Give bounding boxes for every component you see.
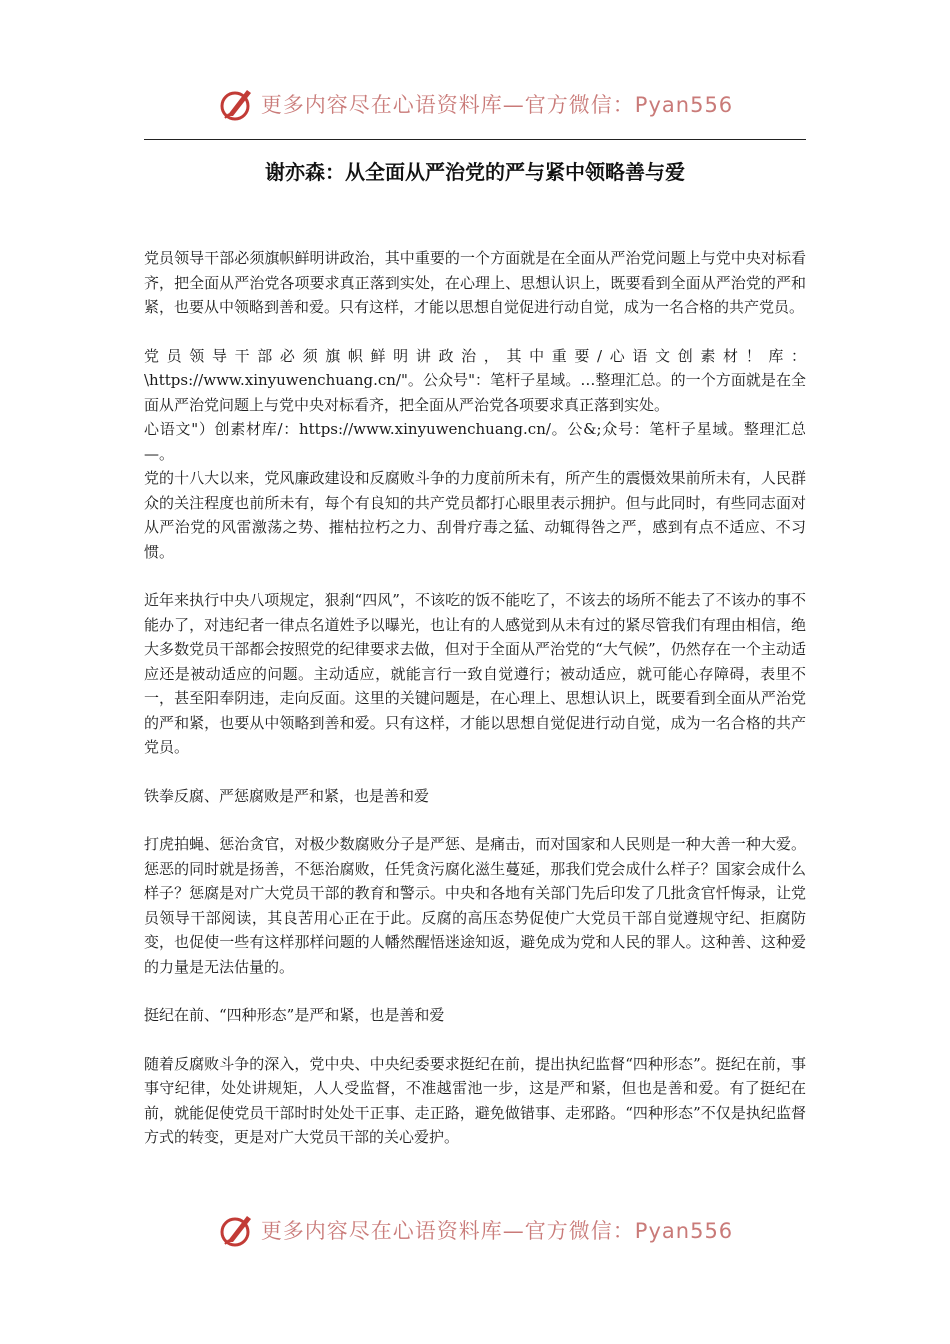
- quill-pen-circle-icon: [217, 84, 257, 124]
- paragraph: 近年来执行中央八项规定，狠刹“四风”，不该吃的饭不能吃了，不该去的场所不能去了不该办的事不能办了，对违纪者一律点名道姓予以曝光，也让有的人感觉到从未有过的紧尽管我们有理由相信，绝大多数党员干部都会按照党的纪律要求去做，但对于全面从严治党的“大气候”，仍然存在一个主动适应还是被动适应的问题。主动适应，就能言行一致自觉遵行；被动适应，就可能心存障碍，表里不一，甚至阳奉阴违，走向反面。这里的关键问题是，在心理上、思想认识上，既要看到全面从严治党的严和紧，也要从中领略到善和爱。只有这样，才能以思想自觉促进行动自觉，成为一名合格的共产党员。: [144, 591, 806, 756]
- header-banner: [0, 80, 950, 128]
- paragraph: 党员领导干部必须旗帜鲜明讲政治，其中重要的一个方面就是在全面从严治党问题上与党中央对标看齐，把全面从严治党各项要求真正落到实处，在心理上、思想认识上，既要看到全面从严治党的严和紧，也要从中领略到善和爱。只有这样，才能以思想自觉促进行动自觉，成为一名合格的共产党员。: [144, 249, 806, 316]
- banner-text: 更多内容尽在心语资料库—官方微信：Pyan556: [260, 1219, 734, 1243]
- paragraph: 心语文"）创素材库/：https://www.xinyuwenchuang.cn/。公&;众号：笔杆子星域。整理汇总—。: [144, 420, 806, 463]
- section-heading: 铁拳反腐、严惩腐败是严和紧，也是善和爱: [144, 786, 430, 805]
- banner-text: 更多内容尽在心语资料库—官方微信：Pyan556: [260, 93, 734, 117]
- page-title: 谢亦森：从全面从严治党的严与紧中领略善与爱: [265, 160, 685, 184]
- footer-banner: [0, 1206, 950, 1254]
- paragraph: 党的十八大以来，党风廉政建设和反腐败斗争的力度前所未有，所产生的震慑效果前所未有，人民群众的关注程度也前所未有，每个有良知的共产党员都打心眼里表示拥护。但与此同时，有些同志面对从严治党的风雷激荡之势、摧枯拉朽之力、刮骨疗毒之猛、动辄得咎之严，感到有点不适应、不习惯。: [144, 469, 806, 561]
- paragraph: 党员领导干部必须旗帜鲜明讲政治，其中重要/心语文创素材！库：\https://www.xinyuwenchuang.cn/"。公众号"：笔杆子星域。…整理汇总。的一个方面就是在全面从严治党问题上与党中央对标看齐，把全面从严治党各项要求真正落到实处。: [144, 346, 806, 414]
- header-divider: [144, 139, 806, 140]
- article-body: [144, 246, 806, 1150]
- paragraph: 随着反腐败斗争的深入，党中央、中央纪委要求挺纪在前，提出执纪监督“四种形态”。挺纪在前，事事守纪律，处处讲规矩，人人受监督，不准越雷池一步，这是严和紧，但也是善和爱。有了挺纪在前，就能促使党员干部时时处处干正事、走正路，避免做错事、走邪路。“四种形态”不仅是执纪监督方式的转变，更是对广大党员干部的关心爱护。: [144, 1054, 806, 1146]
- section-heading: 挺纪在前、“四种形态”是严和紧，也是善和爱: [144, 1006, 445, 1024]
- quill-pen-circle-icon: [217, 1210, 257, 1250]
- paragraph: 打虎拍蝇、惩治贪官，对极少数腐败分子是严惩、是痛击，而对国家和人民则是一种大善一种大爱。惩恶的同时就是扬善，不惩治腐败，任凭贪污腐化滋生蔓延，那我们党会成什么样子？国家会成什么样子？惩腐是对广大党员干部的教育和警示。中央和各地有关部门先后印发了几批贪官忏悔录，让党员领导干部阅读，其良苦用心正在于此。反腐的高压态势促使广大党员干部自觉遵规守纪、拒腐防变，也促使一些有这样那样问题的人幡然醒悟迷途知返，避免成为党和人民的罪人。这种善、这种爱的力量是无法估量的。: [144, 835, 806, 976]
